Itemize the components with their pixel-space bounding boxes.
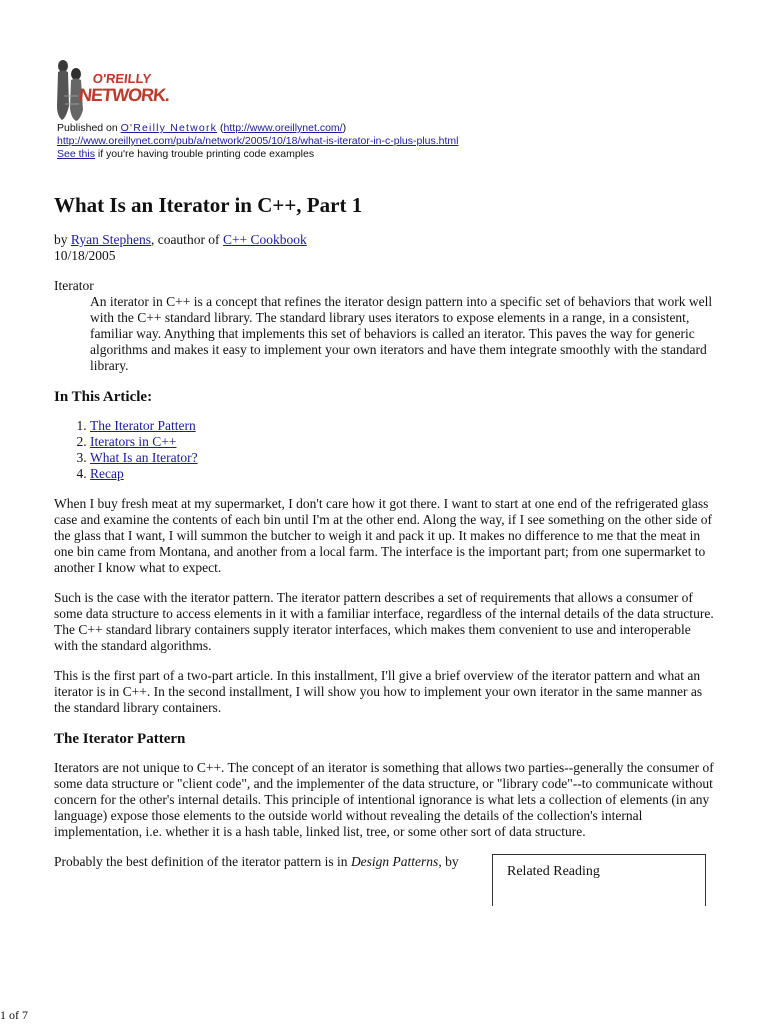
body-paragraph-3: This is the first part of a two-part article. In this installment, I'll give a brief overview of the iterator pattern and what an iterator is in C++. In the second installment, I will show you how to implement your own iterator in the same manner as the standard library containers. <box>54 668 703 715</box>
article-url-link[interactable]: http://www.oreillynet.com/pub/a/network/2005/10/18/what-is-iterator-in-c-plus-plus.html <box>57 135 459 147</box>
body-paragraph-4: Iterators are not unique to C++. The concept of an iterator is something that allows two parties--generally the consumer of some data structure or "client code", and the implementer of the data structure, or "library code"--to communicate without concern for the other's internal details. This principle of intentional ignorance is what lets a collection of elements (in any language) expose those elements to the outside world without revealing the details of the collection's internal implementation, i.e. whether it is a hash table, linked list, tree, or some other sort of data structure. <box>54 760 714 839</box>
para5-text: Probably the best definition of the iterator pattern is in <box>54 854 351 869</box>
publication-info <box>57 122 717 161</box>
article-title: What Is an Iterator in C++, Part 1 <box>54 193 363 217</box>
byline <box>54 232 714 248</box>
para5-suffix: , by <box>438 854 459 869</box>
toc-link-iterators-in-cpp[interactable]: Iterators in C++ <box>90 434 177 449</box>
article-date: 10/18/2005 <box>54 248 116 263</box>
article-body <box>54 232 714 884</box>
see-this-link[interactable]: See this <box>57 148 95 160</box>
section-heading-iterator-pattern: The Iterator Pattern <box>54 731 186 747</box>
site-name-link[interactable]: O'Reilly Network <box>120 122 218 134</box>
by-prefix: by <box>54 232 71 247</box>
logo-text-oreilly: O'REILLY <box>92 71 152 86</box>
book-link[interactable]: C++ Cookbook <box>222 232 307 247</box>
author-link[interactable]: Ryan Stephens <box>70 232 151 247</box>
body-paragraph-2: Such is the case with the iterator pattern. The iterator pattern describes a set of requirements that allows a consumer of some data structure to access elements in it with a familiar interface, regardless of the internal details of the data structure. The C++ standard library containers supply iterator interfaces, which makes them convenient to use and interoperable with the standard algorithms. <box>54 590 714 653</box>
site-url-link[interactable]: http://www.oreillynet.com/ <box>223 122 343 134</box>
toc-heading: In This Article: <box>54 389 153 405</box>
definition-text: An iterator in C++ is a concept that refines the iterator design pattern into a specific set of behaviors that work well with the C++ standard library. The standard library uses iterators to expose elements in a range, in a consistent, familiar way. Anything that implements this set of behaviors is called an iterator. This paves the way for generic algorithms and makes it easy to implement your own iterators and have them integrate smoothly with the standard library. <box>90 294 713 373</box>
coauthor-text: , coauthor of <box>150 232 223 247</box>
toc-item <box>90 434 714 450</box>
toc-item <box>90 450 714 466</box>
definition-term: Iterator <box>54 278 94 293</box>
oreilly-network-logo <box>54 56 171 122</box>
related-reading-label: Related Reading <box>507 864 600 879</box>
body-paragraph-1: When I buy fresh meat at my supermarket, I don't care how it got there. I want to start at one end of the refrigerated glass case and examine the contents of each bin until I'm at the other end. Along the way, if I see something on the other side of the glass that I want, I will summon the butcher to weigh it and pack it up. It makes no difference to me that the meat in one bin came from Montana, and another from a local farm. The interface is the important part; from one supermarket to another I know what to expect. <box>54 496 712 575</box>
published-line: Published on O'Reilly Network (http://www.oreillynet.com/) <box>57 122 347 134</box>
toc-item <box>90 466 714 482</box>
toc-link-iterator-pattern[interactable]: The Iterator Pattern <box>90 418 196 433</box>
related-reading-box <box>492 854 706 906</box>
toc-item <box>90 418 714 434</box>
logo-text-network: NETWORK. <box>78 85 171 105</box>
design-patterns-title: Design Patterns <box>350 854 439 869</box>
last-paragraph-row <box>54 854 714 879</box>
table-of-contents <box>54 418 714 482</box>
toc-link-what-is-iterator[interactable]: What Is an Iterator? <box>90 450 198 465</box>
page-number: 1 of 7 <box>0 1008 28 1022</box>
see-this-suffix: if you're having trouble printing code examples <box>94 148 315 160</box>
toc-link-recap[interactable]: Recap <box>90 466 124 481</box>
published-prefix: Published on <box>57 122 121 134</box>
